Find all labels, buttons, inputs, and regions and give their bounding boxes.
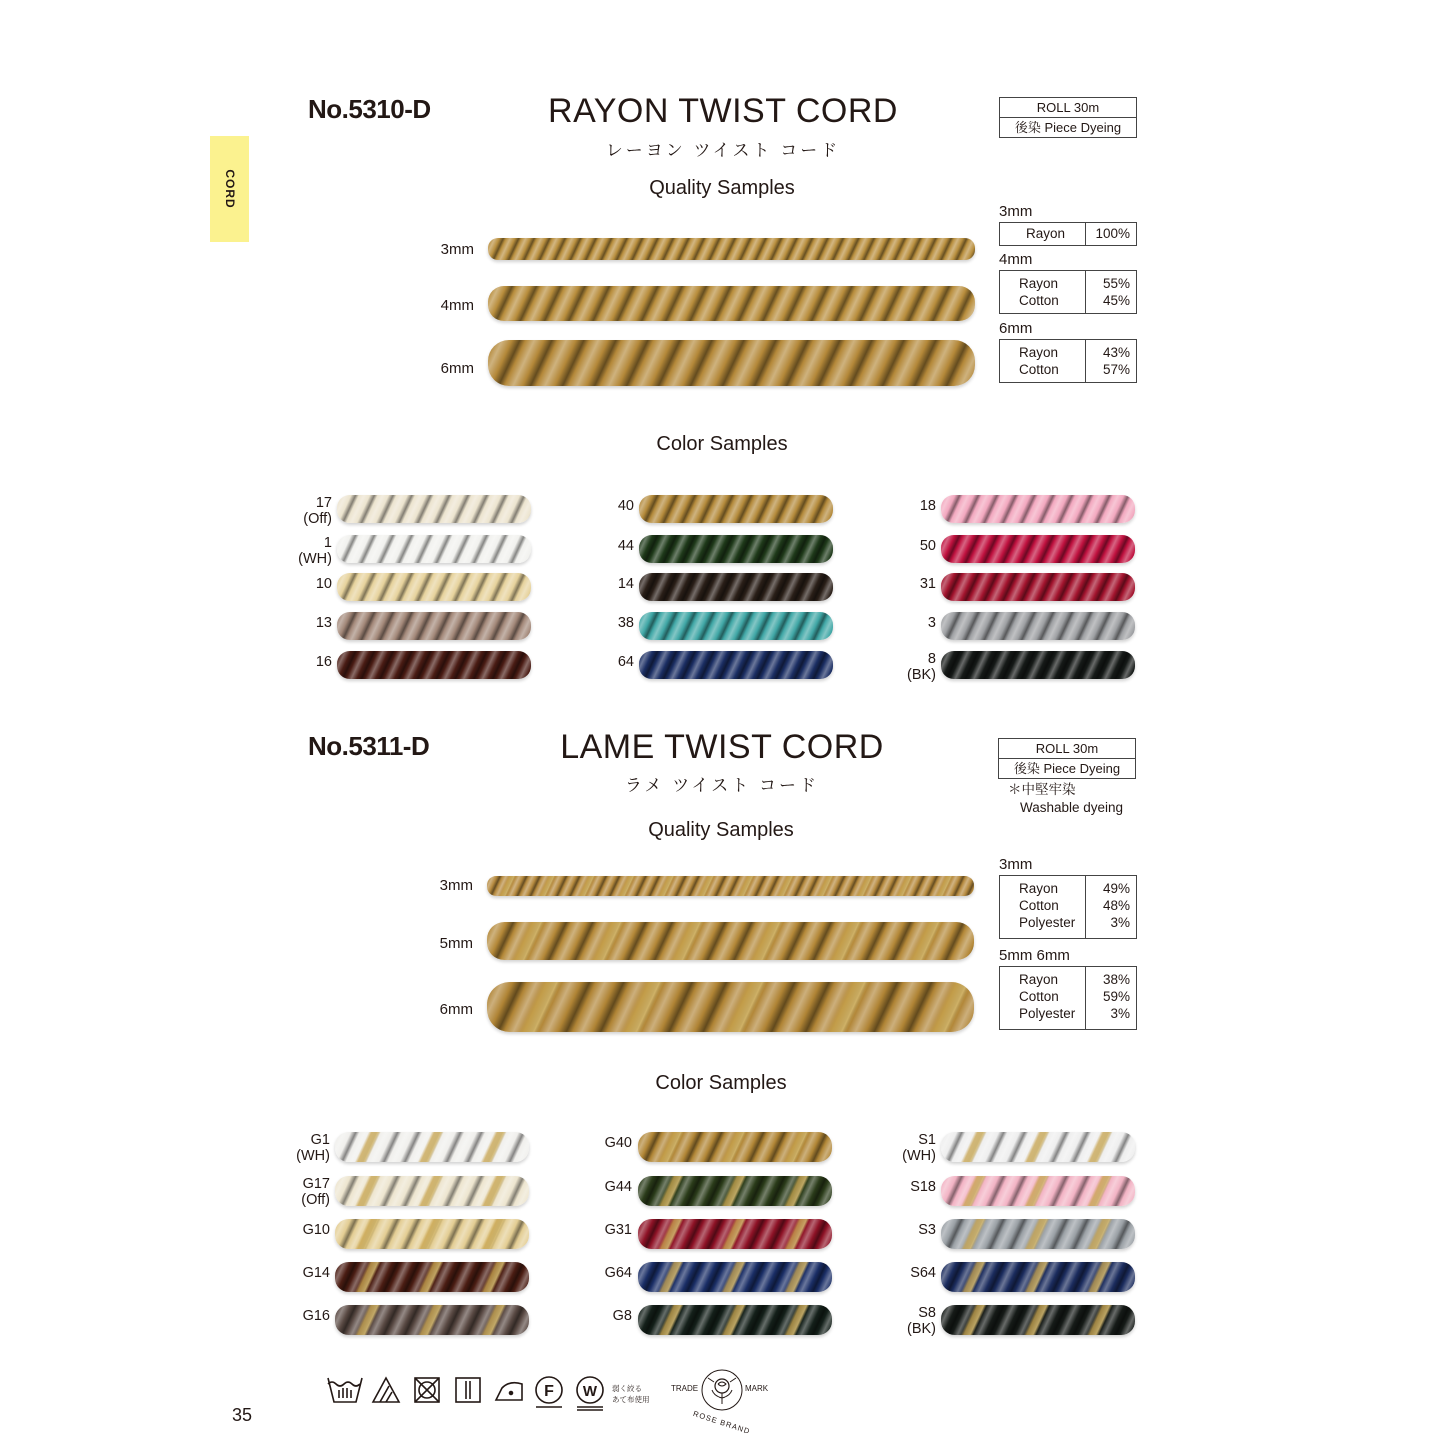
quality-label: 6mm	[440, 360, 474, 377]
material-name: Cotton	[1019, 362, 1059, 377]
color-swatch-cord	[337, 495, 531, 523]
color-code-label	[284, 1308, 330, 1324]
color-code-sub: (Off)	[301, 1192, 330, 1208]
quality-label: 4mm	[440, 297, 474, 314]
color-swatch-cord	[335, 1132, 529, 1162]
dry-clean-f-icon	[536, 1377, 562, 1407]
color-code-label	[586, 1222, 632, 1238]
cord-sample-5mm	[487, 922, 974, 960]
cord-sample-6mm	[488, 340, 975, 386]
color-code-label	[586, 1179, 632, 1195]
color-code-label	[890, 615, 936, 631]
color-code-label	[890, 1265, 936, 1281]
color-code-label	[286, 535, 332, 567]
color-code: S1	[918, 1132, 936, 1148]
color-code-sub: (WH)	[902, 1148, 936, 1164]
color-code-label	[586, 1265, 632, 1281]
quality-label: 6mm	[439, 1001, 473, 1018]
color-code: G44	[604, 1179, 632, 1195]
brand-name: ROSE BRAND	[692, 1409, 752, 1436]
color-code-label	[284, 1176, 330, 1208]
color-code: S3	[918, 1222, 936, 1238]
color-swatch-cord	[335, 1262, 529, 1292]
color-code: G1	[310, 1132, 330, 1148]
material-percent: 100%	[1095, 226, 1130, 241]
color-code-label	[890, 1222, 936, 1238]
care-note-line: 弱く絞る	[612, 1384, 642, 1393]
color-code: 18	[919, 498, 936, 514]
no-tumble-dry-icon	[415, 1378, 439, 1402]
section-tab	[210, 136, 249, 242]
color-code-sub: (WH)	[296, 1148, 330, 1164]
iron-low-icon	[496, 1383, 522, 1400]
color-code-label	[284, 1222, 330, 1238]
color-swatch-cord	[638, 1176, 832, 1206]
color-code: G10	[302, 1222, 330, 1238]
page-number: 35	[232, 1405, 253, 1425]
color-code: 44	[617, 538, 634, 554]
care-note	[612, 1383, 650, 1405]
material-name: Rayon	[1019, 276, 1059, 291]
color-swatch-cord	[337, 612, 531, 640]
quality-label: 5mm	[439, 935, 473, 952]
color-code: G16	[302, 1308, 330, 1324]
roll-length: ROLL 30m	[1036, 100, 1100, 115]
color-code: 13	[315, 615, 332, 631]
color-code: 40	[617, 498, 634, 514]
washable-note-en: Washable dyeing	[1020, 800, 1124, 815]
material-name: Cotton	[1019, 989, 1059, 1004]
color-code: 31	[919, 576, 936, 592]
color-code: 10	[315, 576, 332, 592]
product-number: No.5311-D	[308, 731, 430, 761]
dyeing-method: 後染 Piece Dyeing	[1000, 117, 1136, 137]
composition-table	[999, 222, 1137, 246]
color-code-label	[588, 538, 634, 554]
material-name: Polyester	[1019, 915, 1076, 930]
composition-size: 4mm	[999, 251, 1033, 268]
wash-30-hand-icon	[328, 1378, 362, 1402]
color-code: S8	[918, 1305, 936, 1321]
quality-samples-heading: Quality Samples	[649, 177, 795, 199]
cord-sample-6mm	[487, 982, 974, 1032]
color-swatch-cord	[638, 1305, 832, 1335]
color-swatch-cord	[941, 535, 1135, 563]
color-swatch-cord	[337, 651, 531, 679]
color-swatch-cord	[335, 1219, 529, 1249]
washable-note-jp: ＊中堅牢染	[1008, 782, 1076, 797]
material-name: Cotton	[1019, 293, 1059, 308]
product-subtitle: レーヨン ツイスト コード	[605, 141, 841, 160]
composition-size: 5mm 6mm	[999, 947, 1070, 964]
material-percent: 48%	[1102, 898, 1130, 913]
material-percent: 55%	[1102, 276, 1130, 291]
color-code: G8	[612, 1308, 632, 1324]
color-swatch-cord	[941, 1262, 1135, 1292]
color-swatch-cord	[335, 1176, 529, 1206]
material-percent: 45%	[1102, 293, 1130, 308]
color-code-label	[890, 1179, 936, 1195]
color-code-label	[284, 1132, 330, 1164]
composition-size: 3mm	[999, 203, 1033, 220]
material-percent: 43%	[1102, 345, 1130, 360]
roll-info-box	[998, 738, 1136, 779]
color-swatch-cord	[941, 1176, 1135, 1206]
color-code: 16	[315, 654, 332, 670]
product-title: LAME TWIST CORD	[560, 728, 884, 766]
color-code-sub: (WH)	[298, 551, 332, 567]
color-code: 64	[617, 654, 634, 670]
color-code: S64	[910, 1265, 936, 1281]
washable-note	[1008, 781, 1123, 817]
color-code-sub: (BK)	[907, 1321, 936, 1337]
color-code-sub: (BK)	[907, 667, 936, 683]
material-name: Rayon	[1019, 972, 1059, 987]
color-code-label	[588, 615, 634, 631]
material-percent: 57%	[1102, 362, 1130, 377]
quality-label: 3mm	[439, 877, 473, 894]
color-code-label	[286, 495, 332, 527]
color-swatch-cord	[335, 1305, 529, 1335]
composition-size: 3mm	[999, 856, 1033, 873]
color-code-label	[286, 615, 332, 631]
color-code-label	[588, 498, 634, 514]
color-code-label	[286, 654, 332, 670]
color-swatch-cord	[941, 1219, 1135, 1249]
color-swatch-cord	[337, 535, 531, 563]
cord-sample-3mm	[488, 238, 975, 260]
color-code-label	[586, 1308, 632, 1324]
color-swatch-cord	[639, 495, 833, 523]
color-code: 14	[617, 576, 634, 592]
color-swatch-cord	[941, 573, 1135, 601]
color-code-label	[588, 654, 634, 670]
material-name: Rayon	[1026, 226, 1066, 241]
color-code-label	[890, 1305, 936, 1337]
color-swatch-cord	[941, 651, 1135, 679]
color-code: 8	[927, 651, 936, 667]
color-swatch-cord	[639, 535, 833, 563]
roll-length: ROLL 30m	[1035, 741, 1099, 756]
color-code: 3	[927, 615, 936, 631]
color-code: S18	[910, 1179, 936, 1195]
product-title: RAYON TWIST CORD	[548, 92, 898, 130]
color-code: G31	[604, 1222, 632, 1238]
color-code-label	[588, 576, 634, 592]
composition-table	[999, 270, 1137, 314]
color-code: G40	[604, 1135, 632, 1151]
cord-sample-4mm	[488, 286, 975, 321]
product-subtitle: ラメ ツイスト コード	[625, 776, 819, 795]
color-code-label	[586, 1135, 632, 1151]
trademark-right: MARK	[745, 1384, 769, 1393]
material-name: Rayon	[1019, 881, 1059, 896]
color-samples-heading: Color Samples	[656, 433, 788, 455]
care-note-line: あて布使用	[612, 1395, 650, 1404]
material-percent: 49%	[1102, 881, 1130, 896]
line-dry-icon	[456, 1378, 480, 1402]
material-percent: 3%	[1110, 1006, 1130, 1021]
composition-table	[999, 966, 1137, 1030]
dyeing-method: 後染 Piece Dyeing	[999, 758, 1135, 778]
material-name: Cotton	[1019, 898, 1059, 913]
color-code: G14	[302, 1265, 330, 1281]
quality-samples-heading: Quality Samples	[648, 819, 794, 841]
care-symbols	[326, 1372, 646, 1412]
color-swatch-cord	[941, 1305, 1135, 1335]
color-code: 38	[617, 615, 634, 631]
color-samples-heading: Color Samples	[655, 1072, 787, 1094]
color-swatch-cord	[337, 573, 531, 601]
quality-label: 3mm	[440, 241, 474, 258]
color-swatch-cord	[639, 612, 833, 640]
svg-text:F: F	[544, 1383, 554, 1400]
color-code: 50	[919, 538, 936, 554]
composition-table	[999, 339, 1137, 383]
color-code-label	[890, 538, 936, 554]
material-percent: 59%	[1102, 989, 1130, 1004]
wet-clean-w-icon	[577, 1377, 603, 1410]
section-tab-label: CORD	[222, 169, 237, 209]
composition-table	[999, 875, 1137, 939]
trademark-left: TRADE	[671, 1384, 699, 1393]
color-code-label	[890, 498, 936, 514]
color-swatch-cord	[941, 612, 1135, 640]
cord-sample-3mm	[487, 876, 974, 896]
color-swatch-cord	[638, 1132, 832, 1162]
roll-info-box	[999, 97, 1137, 138]
color-code: G17	[302, 1176, 330, 1192]
color-code-label	[890, 576, 936, 592]
color-code-label	[286, 576, 332, 592]
color-code: 1	[323, 535, 332, 551]
product-number: No.5310-D	[308, 94, 431, 124]
material-name: Rayon	[1019, 345, 1059, 360]
color-swatch-cord	[638, 1219, 832, 1249]
material-percent: 3%	[1110, 915, 1130, 930]
svg-text:W: W	[582, 1383, 598, 1400]
color-code: 17	[315, 495, 332, 511]
bleach-allowed-icon	[373, 1378, 399, 1402]
color-code-sub: (Off)	[303, 511, 332, 527]
material-name: Polyester	[1019, 1006, 1076, 1021]
color-code-label	[284, 1265, 330, 1281]
color-swatch-cord	[941, 1132, 1135, 1162]
material-percent: 38%	[1102, 972, 1130, 987]
color-swatch-cord	[638, 1262, 832, 1292]
color-swatch-cord	[639, 651, 833, 679]
color-code-label	[890, 1132, 936, 1164]
composition-size: 6mm	[999, 320, 1033, 337]
color-code: G64	[604, 1265, 632, 1281]
color-code-label	[890, 651, 936, 683]
color-swatch-cord	[941, 495, 1135, 523]
color-swatch-cord	[639, 573, 833, 601]
